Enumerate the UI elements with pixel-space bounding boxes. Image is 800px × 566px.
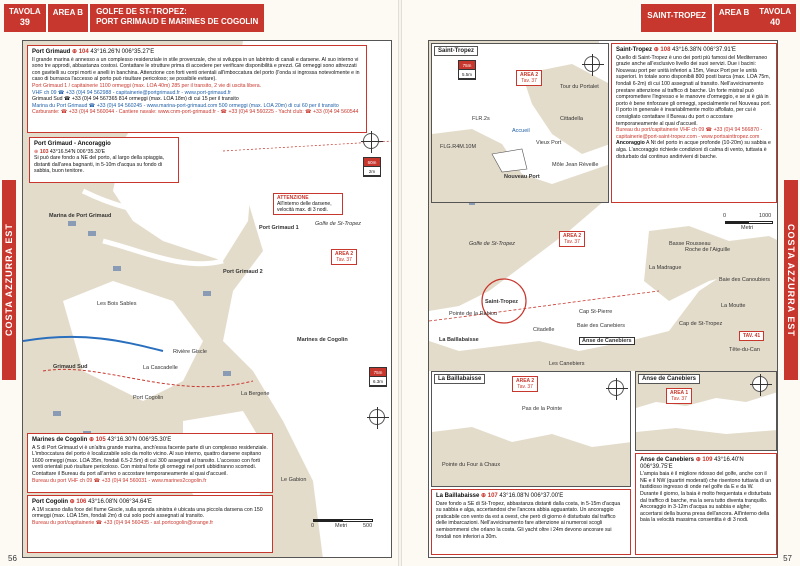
- area-label: AREA B: [46, 4, 88, 32]
- info-box-port-cogolin: Port Cogolin ⊕ 106 43°16.08'N 006°34.64'E A 1M scarso dalla foce del fiume Giscle, sulla sponda sinistra è ubicata una piccola darsena con 150 ormeggi (max. LOA 15m, fondali 2m) di cui solo pochi assegnati al transito. Bureau du port/capitainerie ☎ +33 (0)4 94 560435 - asl.portcogolin@orange.fr: [27, 495, 273, 553]
- inset-title: La Baillabaisse: [434, 374, 485, 384]
- map-label: Golfe de St-Tropez: [469, 241, 516, 247]
- area-2-tag[interactable]: AREA 2 Tav. 37: [559, 231, 585, 247]
- inset-title: Saint-Tropez: [434, 46, 478, 56]
- map-label: Baie des Canebiers: [577, 323, 626, 329]
- map-label: Cap St-Pierre: [579, 309, 613, 315]
- map-label: La Cascadelle: [143, 365, 178, 371]
- depth-badge: 60m 2m: [363, 157, 381, 177]
- compass-rose-icon: [584, 56, 600, 72]
- area-1-tag[interactable]: AREA 1 Tav. 37: [666, 388, 692, 404]
- map-label: La Madrague: [649, 265, 682, 271]
- inset-baillabaisse[interactable]: [431, 371, 631, 487]
- compass-rose-icon: [608, 380, 624, 396]
- info-box-grimaud-anchorage: Port Grimaud - Ancoraggio ⊕ 103 43°16.54'N 006°35.30'E Si può dare fondo a NE del porto, al largo della spiaggia, distanti dall'area bagnanti, in 5-10m d'acqua su fondo di sabbia, buon tenitore.: [29, 137, 179, 183]
- map-label: Pas de la Pointe: [522, 406, 563, 412]
- region-band: COSTA AZZURRA EST: [784, 180, 798, 380]
- position-marker-icon: ⊕: [72, 49, 78, 55]
- map-label: Nouveau Port: [504, 174, 540, 180]
- map-label: Marina de Port Grimaud: [49, 213, 112, 219]
- map-label: La Baillabaisse: [439, 337, 479, 343]
- position-marker-icon: ⊕: [481, 493, 487, 499]
- info-box-port-grimaud: Port Grimaud ⊕ 104 43°16.26'N 006°35.27'E Il grande marina è annesso a un complesso residenziale in stile provenzale, che si sviluppa in un labirinto di canali e darsene. Al suo interno vi sono tre approdi, abbastanza costosi. Contattare le strutture prima di accedere per verificare disponibilità e prezzi. Gli ormeggi sono attrezzati con gavitelli su corpi morti e anelli in banchina. Attenzione con forti venti orientali all'imboccatura del porto (l'onda si ingrossa notevolmente e in caso di burrasca l'accesso al porto può risultare pericoloso; se possibile evitare). Port Grimaud 1 / capitainerie 1100 ormeggi (max. LOA 40m) 285 per il transito, 2 vie di uscita libera. VHF ch 09 ☎ +33 (0)4 94 562988 - capitainerie@portgrimaud.fr - www.port-grimaud.fr Grimaud Sud ☎ +33 (0)4 94 567365 814 ormeggi (max. LOA 18m) di cui 15 per il transito Marina du Port Grimaud ☎ +33 (0)4 94 560245 - www.marina-port-grimaud.com 500 ormeggi (max. LOA 20m) di cui 60 per il transito Carburante: ☎ +33 (0)4 94 560044 - Cantiere navale: www.cnm-port-grimaud.fr - ☎ +33 (0)4 94 560225 - Yacht club: ☎ +33 (0)4 94 560544: [27, 45, 367, 133]
- map-label: Pointe de la Rabiou: [449, 311, 498, 317]
- area-2-tag[interactable]: AREA 2 Tav. 37: [512, 376, 538, 392]
- map-label: Baie des Canoubiers: [719, 277, 771, 283]
- info-box-canebiers: Anse de Canebiers ⊕ 109 43°16.40'N 006°39.75'E L'ampia baia è il migliore ridosso del golfe, anche con il NE e il NW (quartiri moderati) che risentono tuttavia di un fastidioso ingresso di onde nel golfe da E e da W. Durante il giorno, la baia è molto frequentata e disturbata dal traffico di barche, ma la sera tutto diventa tranquillo. Ancoraggio in 3-12m d'acqua su sabbia e alghe; accertarsi della buona presa dell'ancora. All'interno della baia la velocità massima consentita è di 3 nodi.: [635, 453, 777, 555]
- tavola-tab: TAVOLA 40: [754, 4, 796, 32]
- position-marker-icon: ⊕: [89, 437, 95, 443]
- map-label: Basse Rousseau: [669, 241, 711, 247]
- tavola-tab: TAVOLA 39: [4, 4, 46, 32]
- map-label: Les Canebiers: [549, 361, 585, 367]
- position-marker-icon: ⊕: [34, 148, 39, 155]
- map-label: Tour du Portalet: [560, 84, 599, 90]
- map-label: Port Grimaud 1: [259, 225, 299, 231]
- depth-badge: 75m 5.5m: [458, 60, 476, 80]
- place-title: SAINT-TROPEZ: [639, 4, 712, 32]
- inset-saint-tropez[interactable]: [431, 43, 609, 203]
- region-band: COSTA AZZURRA EST: [2, 180, 16, 380]
- map-label: La Moutte: [721, 303, 746, 309]
- page-title: GOLFE DE ST-TROPEZ: PORT GRIMAUD E MARINES DE COGOLIN: [88, 4, 264, 32]
- scale-bar: 0 1000 Metri: [723, 213, 772, 231]
- map-label: Les Bois Sables: [97, 301, 137, 307]
- header-right: [639, 4, 796, 32]
- map-label: La Bergerie: [241, 391, 270, 397]
- map-label: Citadelle: [533, 327, 555, 333]
- map-label: Le Gabion: [281, 477, 307, 483]
- position-marker-icon: ⊕: [653, 47, 659, 53]
- page-number: 56: [8, 554, 17, 563]
- page-number: 57: [783, 554, 792, 563]
- scale-bar: 0 500 Metri: [313, 517, 373, 531]
- map-label: Port Grimaud 2: [223, 269, 263, 275]
- inset-title: Anse de Canebiers: [638, 374, 700, 384]
- map-label: Accueil: [512, 128, 530, 134]
- map-port-grimaud[interactable]: [22, 40, 392, 558]
- position-marker-icon: ⊕: [695, 457, 701, 463]
- compass-rose-icon: [369, 409, 385, 425]
- map-label: Pointe du Four à Chaux: [442, 462, 501, 468]
- map-label: Roche de l'Aiguille: [685, 247, 731, 253]
- map-label: Cap de St-Tropez: [679, 321, 723, 327]
- depth-badge: 75m 6.3m: [369, 367, 387, 387]
- area-2-tag[interactable]: AREA 2 Tav. 37: [331, 249, 357, 265]
- map-label: Grimaud Sud: [53, 364, 88, 370]
- map-label: Anse de Canebiers: [579, 337, 635, 345]
- info-box-saint-tropez: Saint-Tropez ⊕ 108 43°16.38'N 006°37.91'E Quello di Saint-Tropez è uno dei porti più famosi del Mediterraneo grazie anche all'esclusivo livello dei suoi servizi. Due i bacini: Nouveau port per unità inferiori a 15m, Vieux Port per le unità superiori. In totale sono disponibili 800 posti barca (max. LOA 75m, fondali 6-2m) di cui 100 assegnati al transito. Nell'avvicinamento prestare attenzione al traffico di barche. Un forte mistral può compromettere l'ingresso e le manovre d'ormeggio, e se si è già in porto è bene rinforzare gli ormeggi, specialmente nel Nouveau port. Il porto in generale è invariabilmente molto affollato, per cui è consigliato contattare il Bureau du port o accostare temporaneamente al quai d'accueil. Bureau du port/capitainerie VHF ch 09 ☎ +33 (0)4 94 566870 - capitainerie@port-saint-tropez.com - www.portsainttropez.com Ancoraggio A Nt del porto in acque profonde (10-20m) su sabbia e alga. L'ancoraggio richiede condizioni di calma di vento, tuttavia è disturbato dal continuo andirivieni di barche.: [611, 43, 777, 203]
- attention-box: ATTENZIONE All'interno delle darsene, velocità max. di 3 nodi.: [273, 193, 343, 215]
- position-marker-icon: ⊕: [69, 499, 75, 505]
- map-label: Tête-du-Can: [729, 347, 760, 353]
- tav-41-tag[interactable]: TAV. 41: [739, 331, 764, 341]
- map-label: Saint-Tropez: [485, 299, 519, 305]
- map-label: Môle Jean Réveille: [552, 162, 599, 168]
- map-label: Port Cogolin: [133, 395, 164, 401]
- map-label: Marines de Cogolin: [297, 337, 348, 343]
- map-label: FLG.R4M.10M: [440, 144, 477, 150]
- compass-rose-icon: [363, 133, 379, 149]
- info-box-marines-cogolin: Marines de Cogolin ⊕ 105 43°16.30'N 006°35.30'E A S di Port Grimaud vi è un'altra grande marina, anch'essa facente parte di un complesso residenziale. L'imboccatura del porto è localizzabile solo da molto vicino. Al suo interno, quattro darsene ospitano 1600 ormeggi (max. LOA 35m, fondali 6.5-2.5m) di cui 300 assegnati al transito. L'accesso con forti venti orientali può risultare pericoloso. Con mistral forte gli ormeggi nel porti ubbidiranno scomodi. Contattare il Bureau du port all'arrivo o accostare temporaneamente al quai d'accueil. Bureau du port VHF ch 09 ☎ +33 (0)4 94 560031 - www.marines2cogolin.fr: [27, 433, 273, 493]
- gulf-label: Golfe de St-Tropez: [315, 221, 362, 227]
- area-label: AREA B: [712, 4, 754, 32]
- header-left: [4, 4, 264, 32]
- page-right: [402, 0, 800, 566]
- map-label: Vieux Port: [536, 140, 562, 146]
- map-label: Cittadella: [560, 116, 583, 122]
- map-saint-tropez[interactable]: [428, 40, 778, 558]
- compass-rose-icon: [752, 376, 768, 392]
- map-label: Rivière Giscle: [173, 349, 207, 355]
- info-box-baillabaisse: La Baillabaisse ⊕ 107 43°16.08'N 006°37.00'E Dare fondo a SE di St-Tropez, abbastanza distanti dalla costa, in 5-15m d'acqua su sabbia e alga, accertandosi che l'ancora abbia agguantato. Un ancoraggio praticabile con vento da est a ovest, che però di giorno è disturbato dal traffico delle imbarcazioni. Nell'avvicinamento fare attenzione ai numerosi scogli semisommersi che orlano la costa. Gli yacht oltre i 24m devono ancorare sui fondali non inferiori a 30m.: [431, 489, 631, 555]
- area-2-tag[interactable]: AREA 2 Tav. 37: [516, 70, 542, 86]
- inset-canebiers[interactable]: [635, 371, 777, 451]
- map-label: FLR.2s: [472, 116, 490, 122]
- page-left: [0, 0, 398, 566]
